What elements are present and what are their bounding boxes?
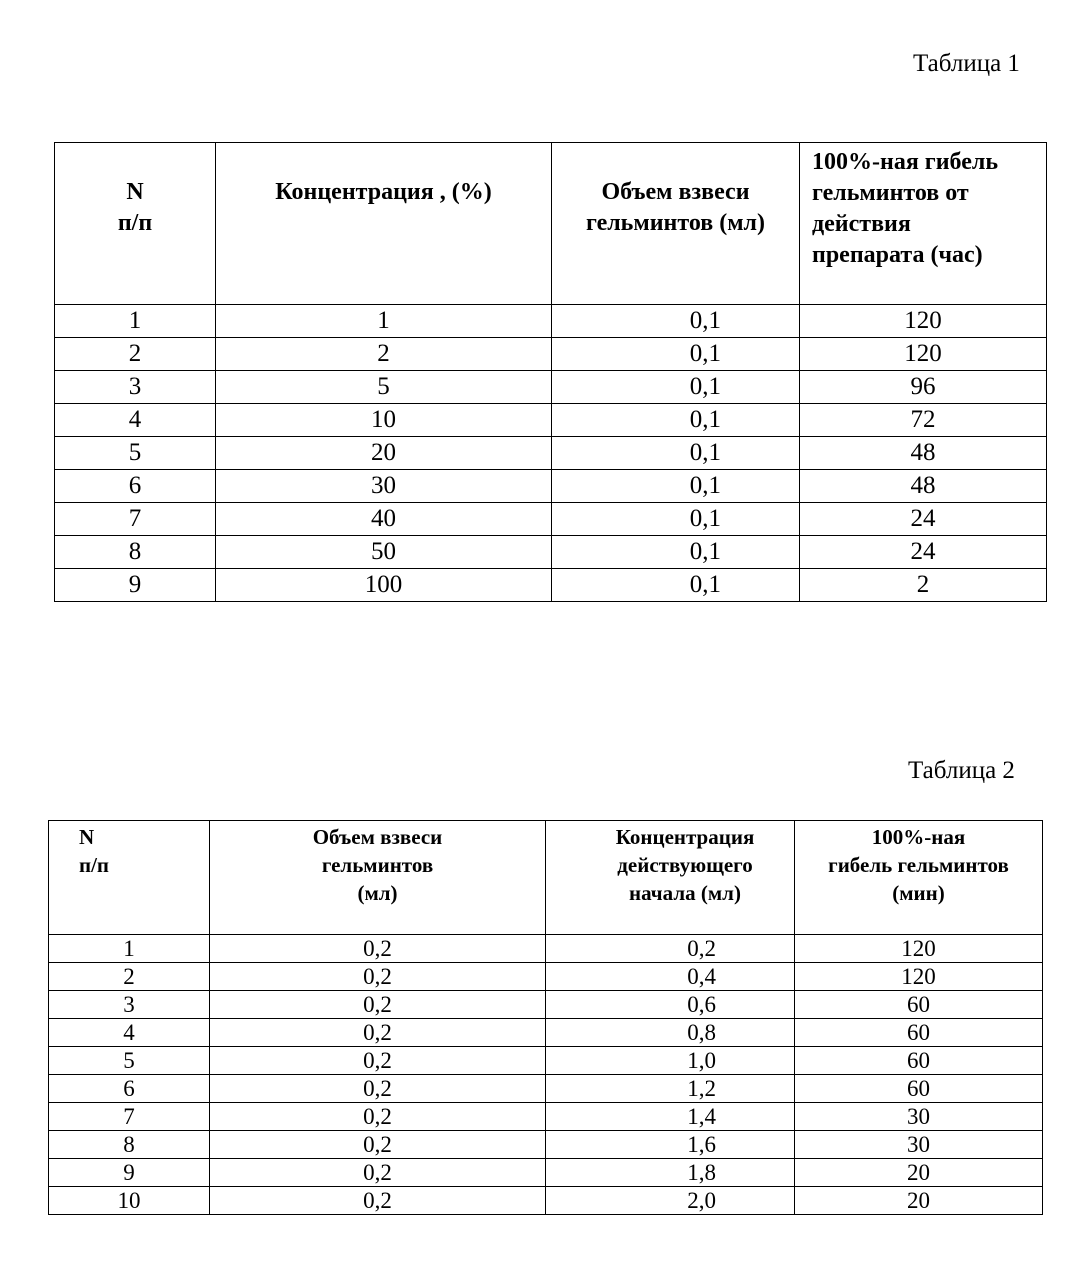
- table-row: [55, 404, 1047, 437]
- table2-cell-number: 4: [49, 1019, 210, 1047]
- table2-cell-col4: 60: [795, 991, 1043, 1019]
- table1-cell-col2: 2: [216, 338, 552, 371]
- table2-cell-col4: 30: [795, 1131, 1043, 1159]
- table1-cell-col3: 0,1: [552, 371, 800, 404]
- table2-header-death-time: 100%-ная гибель гельминтов (мин): [795, 821, 1043, 935]
- table1-cell-col4: 24: [800, 503, 1047, 536]
- table2-cell-number: 10: [49, 1187, 210, 1215]
- table2-cell-number: 8: [49, 1131, 210, 1159]
- table-row: [49, 1075, 1043, 1103]
- table2-header-number: N п/п: [49, 821, 210, 935]
- table-row: [55, 536, 1047, 569]
- table1-cell-col2: 20: [216, 437, 552, 470]
- table1: [54, 142, 1047, 602]
- table-row: [49, 991, 1043, 1019]
- table2-cell-number: 3: [49, 991, 210, 1019]
- table1-cell-col4: 48: [800, 470, 1047, 503]
- table1-header-death-time: 100%-ная гибель гельминтов от действия препарата (час): [800, 143, 1047, 305]
- table1-cell-number: 7: [55, 503, 216, 536]
- table2-cell-col4: 60: [795, 1075, 1043, 1103]
- table1-header-volume: Объем взвеси гельминтов (мл): [552, 143, 800, 305]
- table1-cell-col3: 0,1: [552, 536, 800, 569]
- table1-cell-col4: 96: [800, 371, 1047, 404]
- table1-cell-col3: 0,1: [552, 437, 800, 470]
- table2-cell-col3: 0,6: [546, 991, 795, 1019]
- table1-cell-number: 3: [55, 371, 216, 404]
- table2-header-concentration: Концентрация действующего начала (мл): [546, 821, 795, 935]
- table2-cell-col4: 30: [795, 1103, 1043, 1131]
- table-row: [55, 371, 1047, 404]
- table2-cell-col2: 0,2: [210, 1075, 546, 1103]
- table1-cell-col2: 50: [216, 536, 552, 569]
- table1-caption: Таблица 1: [913, 50, 1020, 77]
- table2-cell-col3: 1,2: [546, 1075, 795, 1103]
- table1-cell-col2: 40: [216, 503, 552, 536]
- table1-cell-col4: 24: [800, 536, 1047, 569]
- table2-cell-number: 7: [49, 1103, 210, 1131]
- table-row: [49, 935, 1043, 963]
- table1-cell-number: 6: [55, 470, 216, 503]
- table-row: [55, 437, 1047, 470]
- table-row: [49, 1187, 1043, 1215]
- table1-cell-col2: 10: [216, 404, 552, 437]
- table1-cell-number: 9: [55, 569, 216, 602]
- table2-cell-col2: 0,2: [210, 1159, 546, 1187]
- table-row: [49, 1159, 1043, 1187]
- table2-cell-col2: 0,2: [210, 1131, 546, 1159]
- table1-cell-col4: 72: [800, 404, 1047, 437]
- table1-cell-col3: 0,1: [552, 470, 800, 503]
- table-row: [49, 1047, 1043, 1075]
- table2-header-row: [49, 821, 1043, 935]
- table2-cell-col3: 1,0: [546, 1047, 795, 1075]
- table1-cell-number: 4: [55, 404, 216, 437]
- table-row: [55, 338, 1047, 371]
- table2-cell-col3: 0,4: [546, 963, 795, 991]
- table2-cell-number: 2: [49, 963, 210, 991]
- table2-cell-number: 6: [49, 1075, 210, 1103]
- table-row: [55, 569, 1047, 602]
- table1-cell-col2: 1: [216, 305, 552, 338]
- table2-caption: Таблица 2: [908, 757, 1015, 784]
- table2-cell-col4: 20: [795, 1187, 1043, 1215]
- table2-cell-col2: 0,2: [210, 935, 546, 963]
- table-row: [55, 470, 1047, 503]
- table2-cell-col3: 2,0: [546, 1187, 795, 1215]
- table1-cell-col2: 100: [216, 569, 552, 602]
- table1-cell-number: 2: [55, 338, 216, 371]
- table1-cell-col4: 120: [800, 338, 1047, 371]
- table2-cell-col4: 120: [795, 935, 1043, 963]
- table1-cell-number: 5: [55, 437, 216, 470]
- table1-cell-col3: 0,1: [552, 503, 800, 536]
- table1-cell-col3: 0,1: [552, 305, 800, 338]
- table1-cell-col4: 48: [800, 437, 1047, 470]
- table2-cell-col4: 60: [795, 1047, 1043, 1075]
- table1-cell-col4: 120: [800, 305, 1047, 338]
- table2-cell-col2: 0,2: [210, 991, 546, 1019]
- table2: [48, 820, 1043, 1215]
- table2-cell-col2: 0,2: [210, 1187, 546, 1215]
- table2-cell-col3: 1,6: [546, 1131, 795, 1159]
- table2-cell-col3: 0,8: [546, 1019, 795, 1047]
- table1-cell-col3: 0,1: [552, 404, 800, 437]
- table-row: [49, 963, 1043, 991]
- table1-cell-col4: 2: [800, 569, 1047, 602]
- table1-cell-col3: 0,1: [552, 338, 800, 371]
- table-row: [49, 1103, 1043, 1131]
- table2-cell-col4: 120: [795, 963, 1043, 991]
- table2-cell-col4: 20: [795, 1159, 1043, 1187]
- table2-cell-number: 5: [49, 1047, 210, 1075]
- table2-cell-col4: 60: [795, 1019, 1043, 1047]
- table1-cell-number: 8: [55, 536, 216, 569]
- table-row: [55, 305, 1047, 338]
- table1-header-number: N п/п: [55, 143, 216, 305]
- table2-cell-col2: 0,2: [210, 963, 546, 991]
- table2-cell-col2: 0,2: [210, 1103, 546, 1131]
- table1-header-concentration: Концентрация , (%): [216, 143, 552, 305]
- table2-cell-col3: 0,2: [546, 935, 795, 963]
- table2-cell-col3: 1,4: [546, 1103, 795, 1131]
- table-row: [55, 503, 1047, 536]
- table1-header-row: [55, 143, 1047, 305]
- table2-header-volume: Объем взвеси гельминтов (мл): [210, 821, 546, 935]
- table2-cell-col3: 1,8: [546, 1159, 795, 1187]
- table1-cell-number: 1: [55, 305, 216, 338]
- table1-cell-col2: 5: [216, 371, 552, 404]
- table1-cell-col2: 30: [216, 470, 552, 503]
- table2-cell-number: 9: [49, 1159, 210, 1187]
- table2-cell-col2: 0,2: [210, 1047, 546, 1075]
- table-row: [49, 1019, 1043, 1047]
- table2-cell-number: 1: [49, 935, 210, 963]
- table-row: [49, 1131, 1043, 1159]
- table2-cell-col2: 0,2: [210, 1019, 546, 1047]
- table1-cell-col3: 0,1: [552, 569, 800, 602]
